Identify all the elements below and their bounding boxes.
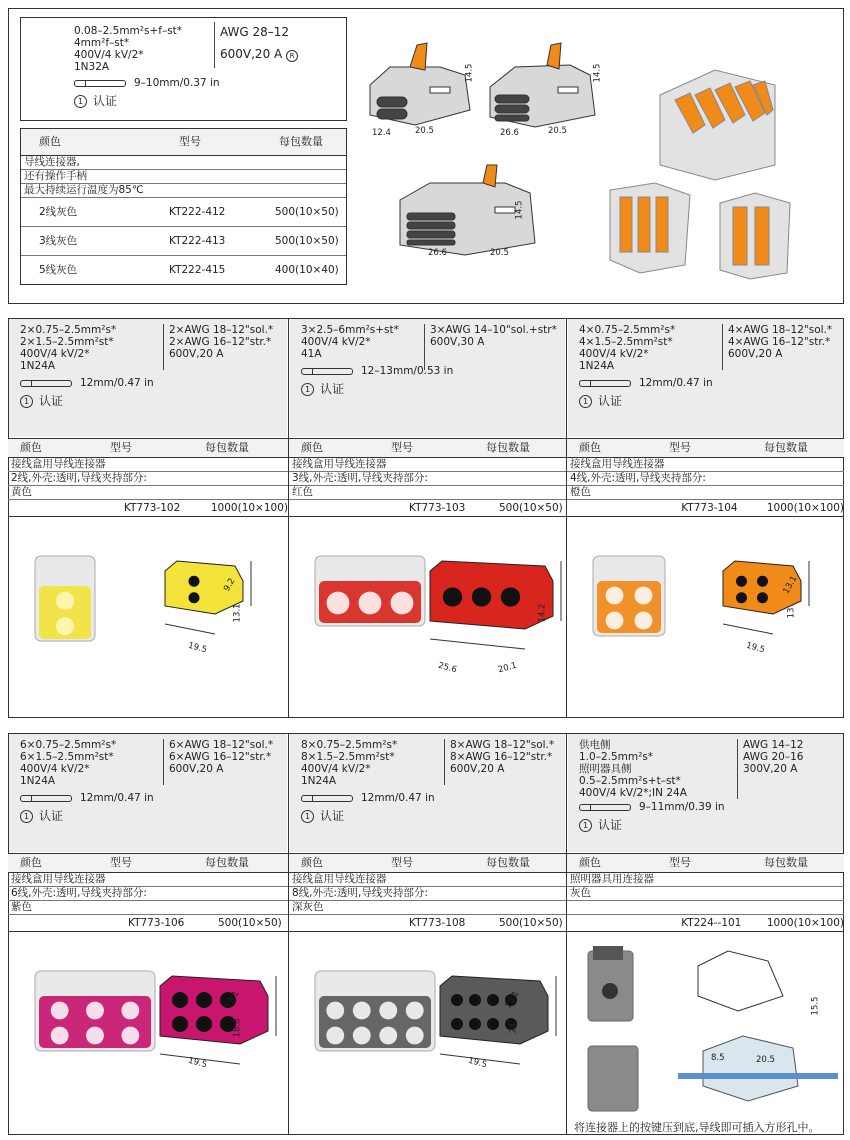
wire-hole [189,576,200,587]
spec-right [743,739,803,775]
spec-line: 400V/4 kV/2* [74,49,144,61]
spec-left [579,324,713,408]
table-row [289,500,566,517]
wire-hole [606,587,624,605]
spec-divider [737,739,738,799]
wire-hole [86,1027,104,1045]
col-header-qty: 每包数量 [205,856,249,869]
cert-label: 认证 [39,394,64,408]
wire-length-text: 9–10mm/0.37 in [134,77,220,89]
wire-hole [472,587,491,606]
col-header-color: 颜色 [39,135,61,148]
dim-label: 20.5 [415,126,434,136]
desc-row [567,901,844,915]
row-spacer [567,500,681,516]
spec-right-line: 4×AWG 18–12"sol.* [728,324,833,336]
cert-label: 认证 [93,94,118,108]
spec-line: 1N24A [579,360,615,372]
spec-line: 0.08–2.5mm²s+f–st* [74,25,183,37]
wire-hole [121,1027,139,1045]
wire-hole [443,587,462,606]
row-qty: 1000(10×100) [766,917,844,929]
product-table [8,438,288,517]
wire-hole [326,1002,344,1020]
kt224-cutaway [703,1036,798,1101]
desc-row: 接线盒用导线连接器 [567,458,844,472]
wire-icon [20,795,72,802]
row-model: KT773-103 [409,502,466,514]
wire-length [301,792,435,804]
wire-icon [74,80,126,87]
wire-length-text: 9–11mm/0.39 in [639,801,725,813]
cert-label: 认证 [320,382,345,396]
row-spacer [8,915,128,931]
desc-row: 灰色 [567,887,844,901]
desc-row: 红色 [289,486,566,500]
col-header-qty: 每包数量 [486,441,530,454]
spec-left [579,739,725,832]
spec-line: 4×0.75–2.5mm²s* [579,324,676,336]
spec-right-line: 2×AWG 18–12"sol.* [169,324,274,336]
wire-hole [379,1002,397,1020]
dim-label: 19.5 [187,640,208,656]
col-header-color: 颜色 [301,441,323,454]
dim-label: 14.2 [537,603,548,623]
spec-right-line: 600V,20 A [728,348,783,360]
desc-row: 接线盒用导线连接器 [8,458,288,472]
table-row [21,227,346,256]
dim-label: 20.5 [490,248,509,258]
row-model: KT224--101 [681,917,742,929]
spec-line: 2×1.5–2.5mm²st* [20,336,114,348]
kt222-415-photo [660,70,775,180]
dim-label: 26.6 [500,128,519,138]
desc-row: 深灰色 [289,901,566,915]
dim-label: 8.5 [711,1053,725,1063]
spec-left [20,324,154,408]
wire-hole [391,592,414,615]
col-header-qty: 每包数量 [764,856,808,869]
wire-length [301,365,453,377]
spec-line: 1N24A [20,775,56,787]
dim-line [723,624,773,634]
desc-row: 黄色 [8,486,288,500]
wire-hole [196,992,212,1008]
wire-hole [501,587,520,606]
col-header-model: 型号 [179,135,201,148]
wire-hole [635,612,653,630]
spec-right [728,324,832,360]
wire-length [579,801,725,813]
col-header-qty: 每包数量 [205,441,249,454]
spec-divider [722,324,723,370]
product-illustration [568,936,842,1133]
col-header-qty: 每包数量 [279,135,323,148]
spec-right-line: 300V,20 A [743,763,798,775]
product-table [567,853,844,932]
desc-row: 接线盒用导线连接器 [8,873,288,887]
spec-divider [214,22,215,68]
spec-right-line: 600V,20 A [169,348,224,360]
wire-hole [353,1027,371,1045]
col-header-color: 颜色 [579,856,601,869]
dim-label: 26.6 [428,248,447,258]
kt224-caption: 将连接器上的按键压到底,导线即可插入方形孔中。 [574,1121,820,1134]
product-table [8,853,288,932]
spec-divider [424,324,425,370]
row-spacer [289,500,409,516]
row-model: KT222-412 [169,206,226,218]
spec-line: 供电侧 [579,739,611,751]
col-header-model: 型号 [391,441,413,454]
spec-right-line: 3×AWG 14–10"sol.+str* [430,324,557,336]
cert-label: 认证 [598,394,623,408]
spec-right-line: 4×AWG 16–12"str.* [728,336,831,348]
product-illustration [290,521,564,716]
desc-row: 接线盒用导线连接器 [289,458,566,472]
row-model: KT222-415 [169,264,226,276]
dim-line [165,624,215,634]
wire-hole [487,994,499,1006]
wire-hole [326,1027,344,1045]
wire-hole [757,592,768,603]
spec-right-line: 8×AWG 16–12"str.* [450,751,553,763]
spec-right-line: 6×AWG 18–12"sol.* [169,739,274,751]
cert-icon: 1 [20,810,33,823]
dim-label: 9.2 [222,576,238,594]
connector-photo-body [597,581,661,633]
row-model: KT222-413 [169,235,226,247]
row-color: 3线灰色 [39,235,78,247]
row-spacer [289,915,409,931]
spec-right-line: 6×AWG 16–12"str.* [169,751,272,763]
row-qty: 500(10×50) [218,917,282,929]
kt222-table-content [21,129,346,284]
dim-label: 19.5 [467,1055,488,1071]
desc-row: 4线,外壳:透明,导线夹持部分: [567,472,844,486]
dim-line [430,639,525,649]
wire-length [20,377,154,389]
spec-right-line: AWG 28–12 [220,25,290,39]
spec-line: 0.5–2.5mm²s+t–st* [579,775,681,787]
row-qty: 500(10×50) [275,206,339,218]
table-row [21,198,346,227]
spec-left [20,739,154,823]
desc-row: 还有操作手柄 [21,170,346,184]
product-table [289,438,566,517]
row-spacer [567,915,681,931]
wire-hole [359,592,382,615]
certification [20,810,154,823]
spec-line: 400V/4 kV/2* [301,336,371,348]
table-row [8,500,288,517]
certification [579,819,725,832]
spec-line: 4×1.5–2.5mm²st* [579,336,673,348]
col-header-model: 型号 [110,856,132,869]
row-qty: 1000(10×100) [766,502,844,514]
row-qty: 500(10×50) [275,235,339,247]
wire-hole [86,1002,104,1020]
wire-hole [196,1016,212,1032]
wire-hole [736,592,747,603]
wire-hole [736,576,747,587]
dim-label: 24 [508,1022,519,1034]
row-color: 2线灰色 [39,206,78,218]
wire-hole [51,1002,69,1020]
wire-icon [579,380,631,387]
wire-hole [635,587,653,605]
spec-divider [444,739,445,785]
spec-right-line: 600V,30 A [430,336,485,348]
kt222-412-drawing [370,43,470,125]
dim-label: 14.5 [514,200,525,220]
spec-right-line: 600V,20 A [450,763,505,775]
spec-right [169,324,273,360]
dim-label: 19.5 [187,1055,208,1071]
kt224-photo-key [593,946,623,960]
dim-label: 13.1 [503,989,522,1011]
wire-length [74,77,220,89]
spec-line: 1N32A [74,61,110,73]
row-qty: 1000(10×100) [210,502,288,514]
spec-line: 41A [301,348,322,360]
desc-row: 接线盒用导线连接器 [289,873,566,887]
spec-right [169,739,273,775]
table-row [8,915,288,932]
desc-row: 橙色 [567,486,844,500]
wire-hole [606,612,624,630]
row-qty: 500(10×50) [499,917,563,929]
certification [301,810,435,823]
product-illustration [10,936,286,1133]
spec-line: 6×0.75–2.5mm²s* [20,739,117,751]
kt224-drawing [698,951,783,1011]
spec-line: 1N24A [301,775,337,787]
kt222-412-photo [720,193,790,279]
cert-label: 认证 [598,818,623,832]
spec-line: 400V/4 kV/2* [301,763,371,775]
table-row [289,915,566,932]
col-header-model: 型号 [110,441,132,454]
row-color: 5线灰色 [39,264,78,276]
spec-right-line: 600V,20 A [220,47,283,61]
wire-length-text: 12mm/0.47 in [639,377,713,389]
dim-label: 14.5 [592,63,603,83]
cert-icon: 1 [579,395,592,408]
wire-hole [172,1016,188,1032]
wire-hole [56,617,74,635]
product-table [567,438,844,517]
row-qty: 400(10×40) [275,264,339,276]
dim-label: 14.5 [464,63,475,83]
spec-line: 照明器具侧 [579,763,632,775]
cert-icon: 1 [301,383,314,396]
col-header-model: 型号 [391,856,413,869]
desc-row: 2线,外壳:透明,导线夹持部分: [8,472,288,486]
wire-hole [379,1027,397,1045]
cert-icon: 1 [579,819,592,832]
row-model: KT773-104 [681,502,738,514]
desc-row: 导线连接器, [21,156,346,170]
dim-label: 13 [786,607,797,619]
row-qty: 500(10×50) [499,502,563,514]
dim-label: 20.5 [548,126,567,136]
spec-line: 400V/4 kV/2*;IN 24A [579,787,687,799]
connector-drawing [440,976,548,1044]
kt222-spec-left [74,25,220,108]
dim-label: 20.5 [756,1055,775,1065]
certification [579,395,713,408]
col-header-color: 颜色 [20,441,42,454]
dim-label: 13.1 [781,574,800,596]
dim-label: 13.1 [232,603,243,623]
certification [74,95,220,108]
spec-divider [163,739,164,785]
wire-hole [469,994,481,1006]
dim-label: 15.5 [810,996,821,1016]
spec-line: 3×2.5–6mm²s+st* [301,324,399,336]
wire-hole [451,1018,463,1030]
wire-hole [602,983,618,999]
product-table [289,853,566,932]
table-row [567,500,844,517]
spec-divider [163,324,164,370]
cert-label: 认证 [320,809,345,823]
spec-line: 8×1.5–2.5mm²st* [301,751,395,763]
spec-right-line: AWG 14–12 [743,739,804,751]
dim-label: 25.6 [437,660,458,676]
cert-label: 认证 [39,809,64,823]
product-illustration [568,521,842,716]
wire-length [579,377,713,389]
col-header-color: 颜色 [301,856,323,869]
col-header-qty: 每包数量 [486,856,530,869]
spec-line: 1N24A [20,360,56,372]
spec-line: 4mm²f–st* [74,37,130,49]
wire-hole [469,1018,481,1030]
desc-row: 8线,外壳:透明,导线夹持部分: [289,887,566,901]
desc-row: 照明器具用连接器 [567,873,844,887]
col-header-color: 颜色 [579,441,601,454]
col-header-model: 型号 [669,441,691,454]
dim-label: 18.8 [232,1018,243,1038]
spec-line: 400V/4 kV/2* [579,348,649,360]
cert-icon: 1 [301,810,314,823]
wire-length-text: 12mm/0.47 in [80,377,154,389]
spec-line: 1.0–2.5mm²s* [579,751,654,763]
wire-hole [451,994,463,1006]
cert-icon: 1 [74,95,87,108]
table-row [21,256,346,284]
desc-row: 6线,外壳:透明,导线夹持部分: [8,887,288,901]
spec-left [301,739,435,823]
dim-label: 19.5 [745,640,766,656]
wire-hole [189,592,200,603]
desc-row: 最大持续运行温度为85℃ [21,184,346,198]
wire-length-text: 12mm/0.47 in [80,792,154,804]
wire-hole [327,592,350,615]
col-header-color: 颜色 [20,856,42,869]
spec-right-line: 600V,20 A [169,763,224,775]
wire-hole [406,1027,424,1045]
certification [20,395,154,408]
spec-line: 400V/4 kV/2* [20,348,90,360]
wire-hole [172,992,188,1008]
product-illustration [290,936,564,1133]
wire-icon [301,368,353,375]
wire-hole [353,1002,371,1020]
dim-label: 12.4 [372,128,391,138]
wire-hole [121,1002,139,1020]
col-header-qty: 每包数量 [764,441,808,454]
wire-icon [301,795,353,802]
wire-hole [56,592,74,610]
table-row [567,915,844,932]
spec-line: 400V/4 kV/2* [20,763,90,775]
row-model: KT773-108 [409,917,466,929]
spec-line: 8×0.75–2.5mm²s* [301,739,398,751]
cert-icon: 1 [20,395,33,408]
wire-hole [757,576,768,587]
certification [301,383,453,396]
kt224-photo-bottom [588,1046,638,1111]
kt222-413-photo [610,183,690,273]
spec-right-line: 2×AWG 16–12"str.* [169,336,272,348]
wire-icon [579,804,631,811]
spec-right [430,324,557,348]
wire-icon [20,380,72,387]
row-model: KT773-102 [123,502,181,514]
ul-icon: R [286,50,298,62]
row-model: KT773-106 [128,917,185,929]
desc-row: 3线,外壳:透明,导线夹持部分: [289,472,566,486]
kt222-413-drawing [490,43,595,127]
row-spacer [8,500,124,516]
wire-length-text: 12–13mm/0.53 in [361,365,454,377]
wire-length [20,792,154,804]
kt222-spec-right [220,25,298,62]
spec-right-line: 8×AWG 18–12"sol.* [450,739,555,751]
desc-row: 紫色 [8,901,288,915]
product-illustration [10,521,286,716]
wire-hole [51,1027,69,1045]
spec-line: 6×1.5–2.5mm²st* [20,751,114,763]
wire-hole [487,1018,499,1030]
spec-right [450,739,554,775]
wire-hole [406,1002,424,1020]
dim-label: 13.1 [223,989,242,1011]
spec-line: 2×0.75–2.5mm²s* [20,324,117,336]
wire-length-text: 12mm/0.47 in [361,792,435,804]
connector-drawing [160,976,268,1044]
spec-right-line: AWG 20–16 [743,751,804,763]
col-header-model: 型号 [669,856,691,869]
dim-label: 20.1 [497,660,518,676]
